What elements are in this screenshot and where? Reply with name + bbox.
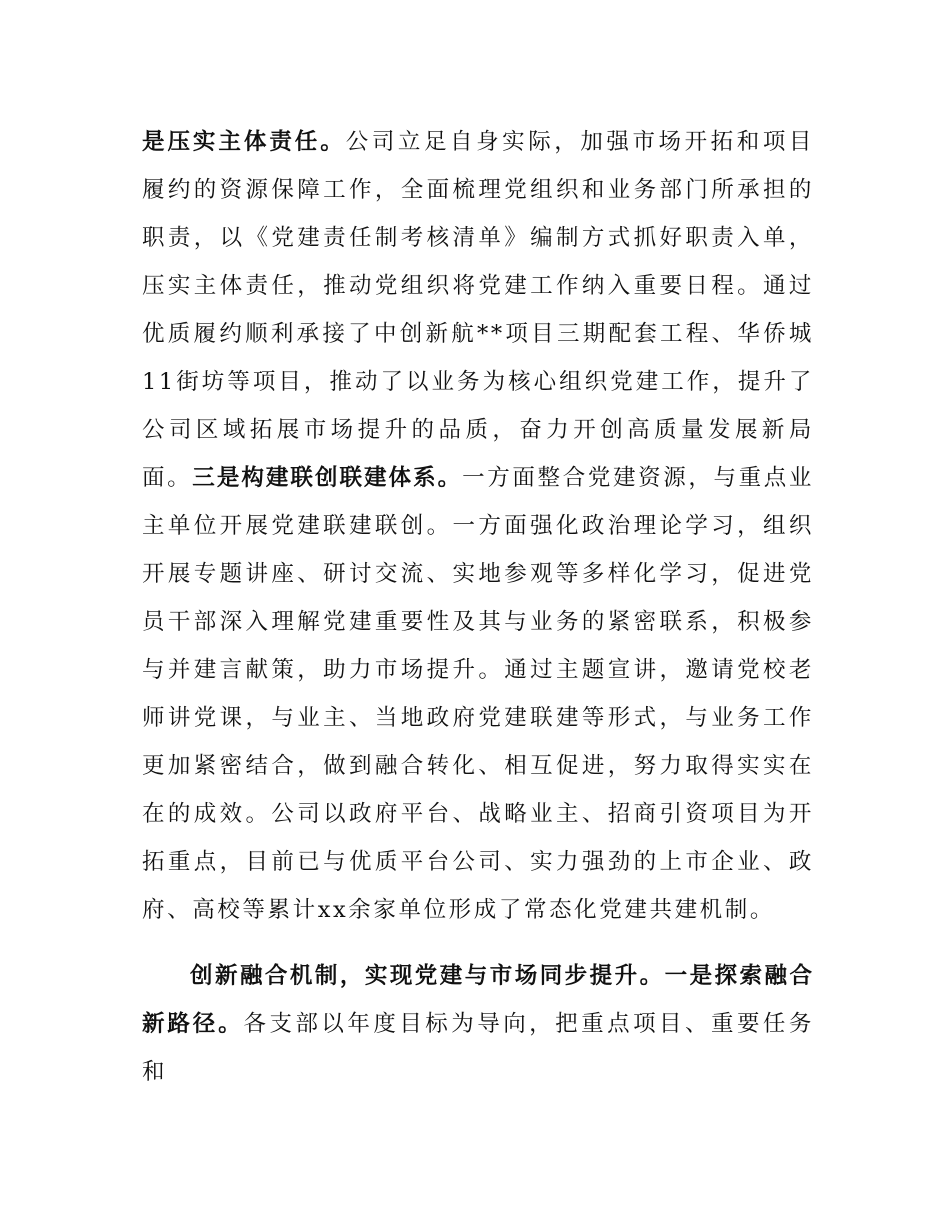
paragraph-1	[142, 118, 814, 934]
body-run: 一方面整合党建资源，与重点业主单位开展党建联建联创。一方面强化政治理论学习，组织开展专题讲座、研讨交流、实地参观等多样化学习，促进党员干部深入理解党建重要性及其与业务的紧密联系，积极参与并建言献策，助力市场提升。通过主题宣讲，邀请党校老师讲党课，与业主、当地政府党建联建等形式，与业务工作更加紧密结合，做到融合转化、相互促进，努力取得实实在在的成效。公司以政府平台、战略业主、招商引资项目为开拓重点，目前已与优质平台公司、实力强劲的上市企业、政府、高校等累计xx余家单位形成了常态化党建共建机制。	[142, 465, 814, 923]
heading-run: 三是构建联创联建体系。	[192, 465, 463, 491]
paragraph-2	[142, 952, 814, 1096]
heading-run: 创新融合机制，实现党建与市场同步提升。一是探索融合新路径。	[142, 963, 814, 1037]
body-run: 公司立足自身实际，加强市场开拓和项目履约的资源保障工作，全面梳理党组织和业务部门所承担的职责，以《党建责任制考核清单》编制方式抓好职责入单，压实主体责任，推动党组织将党建工作纳入重要日程。通过优质履约顺利承接了中创新航**项目三期配套工程、华侨城11街坊等项目，推动了以业务为核心组织党建工作，提升了公司区域拓展市场提升的品质，奋力开创高质量发展新局面。	[142, 129, 814, 491]
document-page	[142, 118, 814, 1096]
body-run: 各支部以年度目标为导向，把重点项目、重要任务和	[142, 1011, 814, 1085]
heading-run: 是压实主体责任。	[142, 129, 346, 155]
